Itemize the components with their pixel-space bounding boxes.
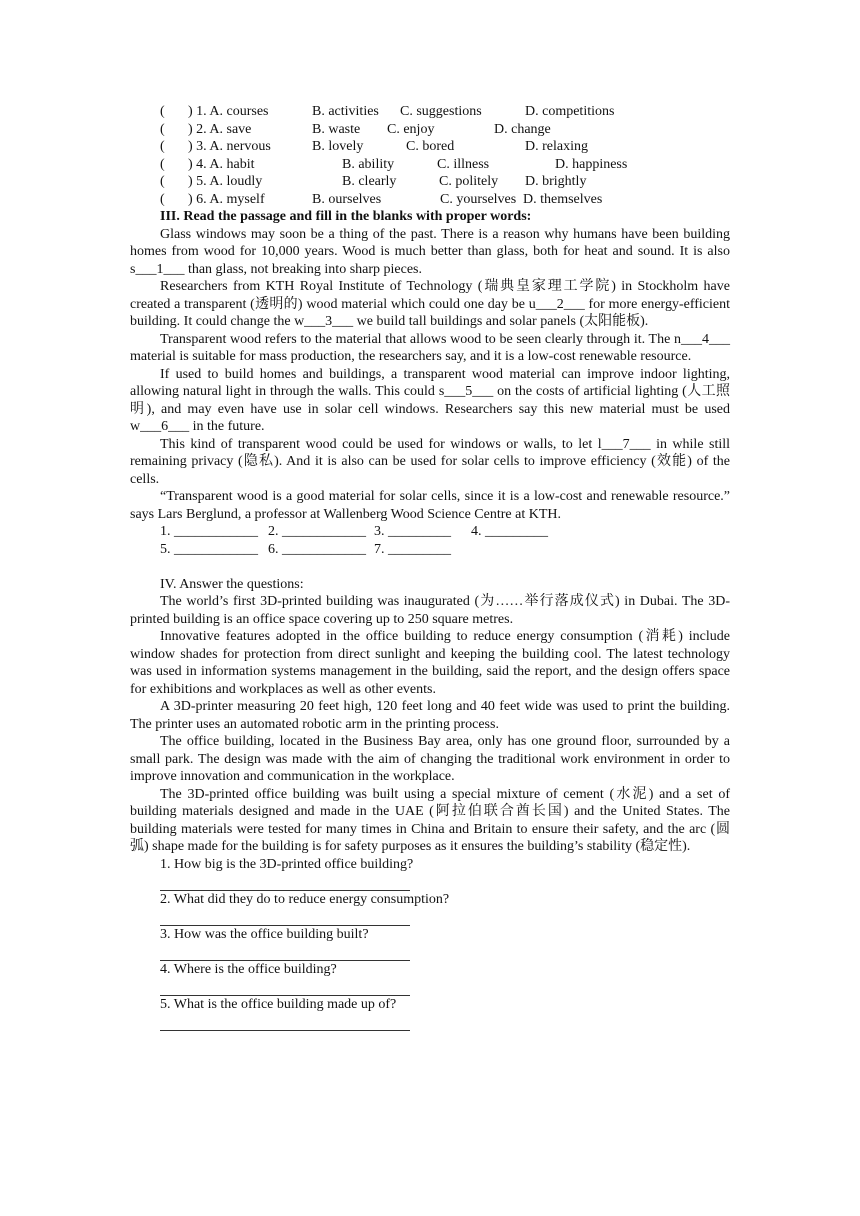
- mc-option-d: D. competitions: [525, 104, 615, 119]
- mc-option-c: C. yourselves: [440, 191, 517, 207]
- answer-line[interactable]: [160, 1013, 410, 1031]
- blank-1[interactable]: 1. ____________: [160, 524, 258, 539]
- mc-option-a: ) 4. A. habit: [188, 156, 255, 172]
- mc-paren: (: [160, 104, 165, 119]
- question-item: 1. How big is the 3D-printed office building?: [160, 856, 414, 872]
- mc-option-c: C. illness: [437, 156, 490, 172]
- multiple-choice-list: [130, 103, 730, 208]
- mc-option-c: C. bored: [406, 139, 455, 154]
- mc-option-a: ) 6. A. myself: [188, 191, 265, 207]
- passage-paragraph: “Transparent wood is a good material for solar cells, since it is a low-cost and renewable resource.” says Lars Berglund, a professor at Wallenberg Wood Science Centre at KTH.: [130, 489, 730, 522]
- mc-item-6: [130, 191, 730, 209]
- mc-item-2: [130, 121, 730, 139]
- answer-line[interactable]: [160, 908, 410, 926]
- mc-option-a: ) 5. A. loudly: [188, 174, 263, 189]
- blank-4[interactable]: 4. _________: [471, 524, 548, 539]
- mc-item-1: [130, 103, 730, 121]
- passage-paragraph: Researchers from KTH Royal Institute of Technology (瑞典皇家理工学院) in Stockholm have created a transparent (透明的) wood material which could one day be u___2___ for more energy-efficient building. It could change the w___3___ we build tall buildings and solar panels (太阳能板).: [130, 279, 730, 329]
- mc-option-a: ) 1. A. courses: [188, 104, 269, 119]
- mc-option-b: B. ability: [342, 156, 395, 172]
- answer-line[interactable]: [160, 873, 410, 891]
- question-list: [130, 856, 730, 1031]
- mc-option-d: D. themselves: [523, 191, 603, 207]
- section-spacer: [130, 558, 730, 576]
- mc-option-d: D. change: [494, 121, 551, 137]
- mc-paren: (: [160, 121, 165, 137]
- mc-option-c: C. enjoy: [387, 121, 435, 137]
- passage-paragraph: This kind of transparent wood could be used for windows or walls, to let l___7___ in while still remaining privacy (隐私). And it is also can be used for solar cells to improve efficiency (效能) of the cells.: [130, 436, 730, 487]
- mc-option-c: C. suggestions: [400, 104, 482, 119]
- section-3-passage: [130, 226, 730, 524]
- blank-3[interactable]: 3. _________: [374, 524, 451, 539]
- mc-paren: (: [160, 139, 165, 154]
- blank-7[interactable]: 7. _________: [374, 541, 451, 557]
- mc-item-4: [130, 156, 730, 174]
- question-item: 3. How was the office building built?: [160, 926, 369, 942]
- mc-item-3: [130, 138, 730, 156]
- mc-option-a: ) 3. A. nervous: [188, 139, 271, 154]
- answer-blanks-row-2: [130, 541, 730, 559]
- mc-option-b: B. clearly: [342, 174, 397, 189]
- passage-paragraph: Glass windows may soon be a thing of the past. There is a reason why humans have been building homes from wood for 10,000 years. Wood is much better than glass, both for heat and sound. It is also s___1___ than glass, not breaking into sharp pieces.: [130, 226, 730, 277]
- mc-option-d: D. relaxing: [525, 139, 588, 154]
- section-4-heading: IV. Answer the questions:: [160, 576, 304, 592]
- passage-paragraph: If used to build homes and buildings, a transparent wood material can improve indoor lighting, allowing natural light in through the walls. This could s___5___ on the costs of artificial lighting (人工照明), and may even have use in solar cell windows. Researchers say this new material must be used w___6___ in the future.: [130, 366, 730, 434]
- section-4-passage: [130, 593, 730, 856]
- mc-paren: (: [160, 156, 165, 172]
- answer-line[interactable]: [160, 943, 410, 961]
- blank-6[interactable]: 6. ____________: [268, 541, 366, 557]
- passage-paragraph: Innovative features adopted in the office building to reduce energy consumption (消耗) include window shades for protection from direct sunlight and keeping the building cool. The latest technology was used in information systems management in the building, said the report, and the design offers space for exhibitions and workplaces as well as other events.: [130, 629, 730, 697]
- mc-option-c: C. politely: [439, 174, 499, 189]
- mc-option-b: B. waste: [312, 121, 361, 137]
- blank-5[interactable]: 5. ____________: [160, 541, 258, 557]
- passage-paragraph: Transparent wood refers to the material that allows wood to be seen clearly through it. The n___4___ material is suitable for mass production, the researchers say, and it is a low-cost renewable resource.: [130, 331, 730, 364]
- answer-blanks-row-1: [130, 523, 730, 541]
- mc-option-d: D. happiness: [555, 156, 628, 172]
- mc-option-d: D. brightly: [525, 174, 587, 189]
- passage-paragraph: The office building, located in the Business Bay area, only has one ground floor, surrounded by a small park. The design was made with the aim of changing the traditional work environment in order to improve innovation and communication in the workplace.: [130, 734, 730, 784]
- mc-paren: (: [160, 191, 165, 207]
- question-item: 2. What did they do to reduce energy consumption?: [160, 891, 450, 907]
- section-3-heading: III. Read the passage and fill in the blanks with proper words:: [160, 209, 532, 224]
- passage-paragraph: The world’s first 3D-printed building was inaugurated (为……举行落成仪式) in Dubai. The 3D-printed building is an office space covering up to 250 square metres.: [130, 594, 730, 627]
- worksheet-page: [130, 103, 730, 1031]
- mc-paren: (: [160, 174, 165, 189]
- passage-paragraph: The 3D-printed office building was built using a special mixture of cement (水泥) and a set of building materials designed and made in the UAE (阿拉伯联合酋长国) and the United States. The building materials were tested for many times in China and Britain to ensure their safety, and the arc (圆弧) shape made for the building is for safety purposes as it ensures the building’s stability (稳定性).: [130, 786, 730, 854]
- blank-2[interactable]: 2. ____________: [268, 524, 366, 539]
- question-item: 4. Where is the office building?: [160, 961, 337, 977]
- answer-line[interactable]: [160, 978, 410, 996]
- question-item: 5. What is the office building made up of?: [160, 996, 397, 1012]
- mc-option-b: B. lovely: [312, 139, 364, 154]
- mc-option-b: B. activities: [312, 104, 379, 119]
- mc-option-b: B. ourselves: [312, 191, 382, 207]
- passage-paragraph: A 3D-printer measuring 20 feet high, 120 feet long and 40 feet wide was used to print the building. The printer uses an automated robotic arm in the printing process.: [130, 699, 730, 732]
- mc-option-a: ) 2. A. save: [188, 121, 252, 137]
- mc-item-5: [130, 173, 730, 191]
